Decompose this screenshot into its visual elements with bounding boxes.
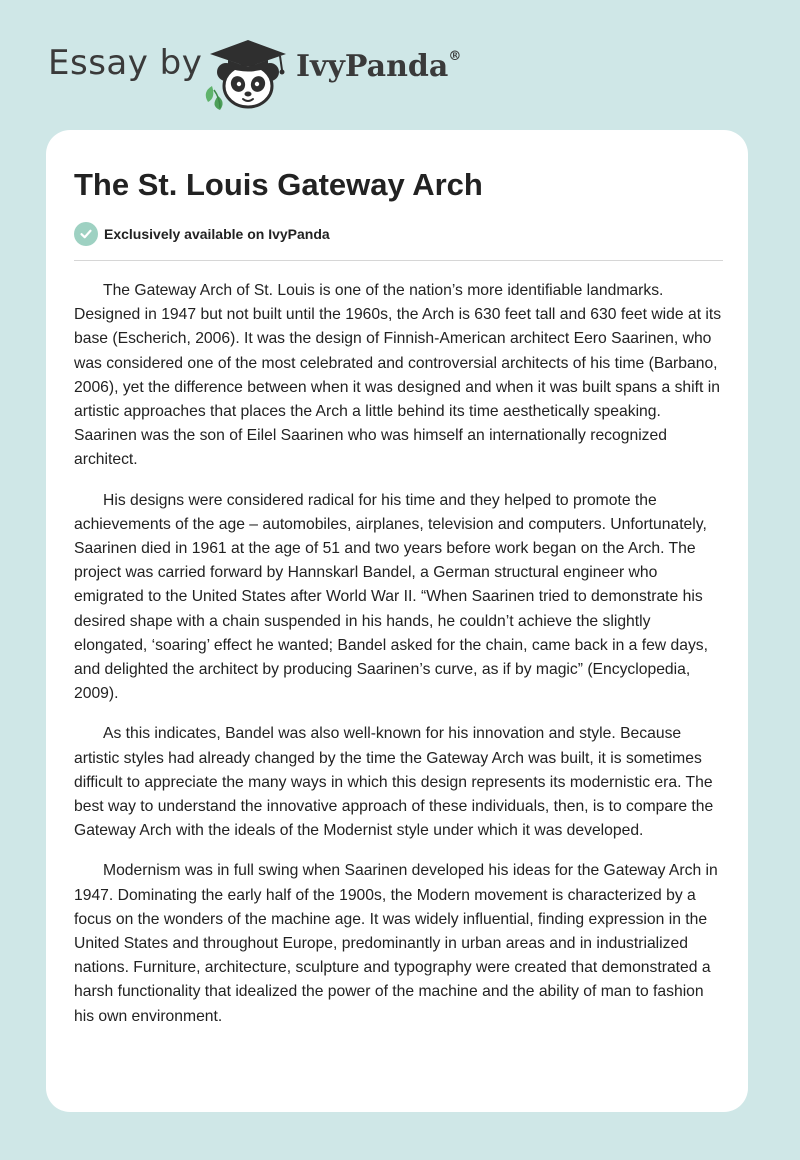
divider xyxy=(74,260,723,261)
checkmark-icon xyxy=(74,222,98,246)
brand-name: IvyPanda xyxy=(296,49,449,84)
page-title: The St. Louis Gateway Arch xyxy=(74,167,483,202)
essay-card xyxy=(46,130,748,1112)
registered-mark: ® xyxy=(448,49,462,64)
essay-by-label: Essay by xyxy=(48,43,203,83)
panda-logo-icon[interactable] xyxy=(198,34,294,110)
paragraph: The Gateway Arch of St. Louis is one of the nation’s more identifiable landmarks. Designed in 1947 but not built until the 1960s, the Arch is 630 feet tall and 630 feet wide at its base (Escherich, 2006). It was the design of Finnish-American architect Eero Saarinen, who was considered one of the most celebrated and controversial architects of his time (Barbano, 2006), yet the difference between when it was designed and when it was built spans a shift in artistic approaches that places the Arch a little behind its time aesthetically speaking. Saarinen was the son of Eilel Saarinen who was himself an internationally recognized architect. xyxy=(74,282,722,469)
paragraph: His designs were considered radical for his time and they helped to promote the achievements of the age – automobiles, airplanes, television and computers. Unfortunately, Saarinen died in 1961 at the age of 51 and two years before work began on the Arch. The project was carried forward by Hannskarl Bandel, a German structural engineer who emigrated to the United States after World War II. “When Saarinen tried to demonstrate his desired shape with a chain suspended in his hands, he couldn’t achieve the slightly elongated, ‘soaring’ effect he wanted; Bandel asked for the chain, came back in a few days, and delighted the architect by producing Saarinen’s curve, as if by magic” (Encyclopedia, 2009). xyxy=(74,491,708,703)
site-header xyxy=(0,0,800,120)
exclusive-badge-label: Exclusively available on IvyPanda xyxy=(104,226,330,242)
exclusive-badge xyxy=(74,222,330,246)
paragraph: As this indicates, Bandel was also well-known for his innovation and style. Because artistic styles had already changed by the time the Gateway Arch was built, it is sometimes difficult to appreciate the many ways in which this design represents its modernistic era. The best way to understand the innovative approach of these individuals, then, is to compare the Gateway Arch with the ideals of the Modernist style under which it was developed. xyxy=(74,725,714,840)
essay-body xyxy=(74,279,724,1045)
paragraph: Modernism was in full swing when Saarinen developed his ideas for the Gateway Arch in 1947. Dominating the early half of the 1900s, the Modern movement is characterized by a focus on the wonders of the machine age. It was widely influential, finding expression in the United States and throughout Europe, predominantly in urban areas and in industrialized nations. Furniture, architecture, sculpture and typography were created that demonstrated a harsh functionality that idealized the power of the machine and the ability of man to fashion his own environment. xyxy=(74,862,718,1025)
brand-logo[interactable] xyxy=(296,49,462,84)
